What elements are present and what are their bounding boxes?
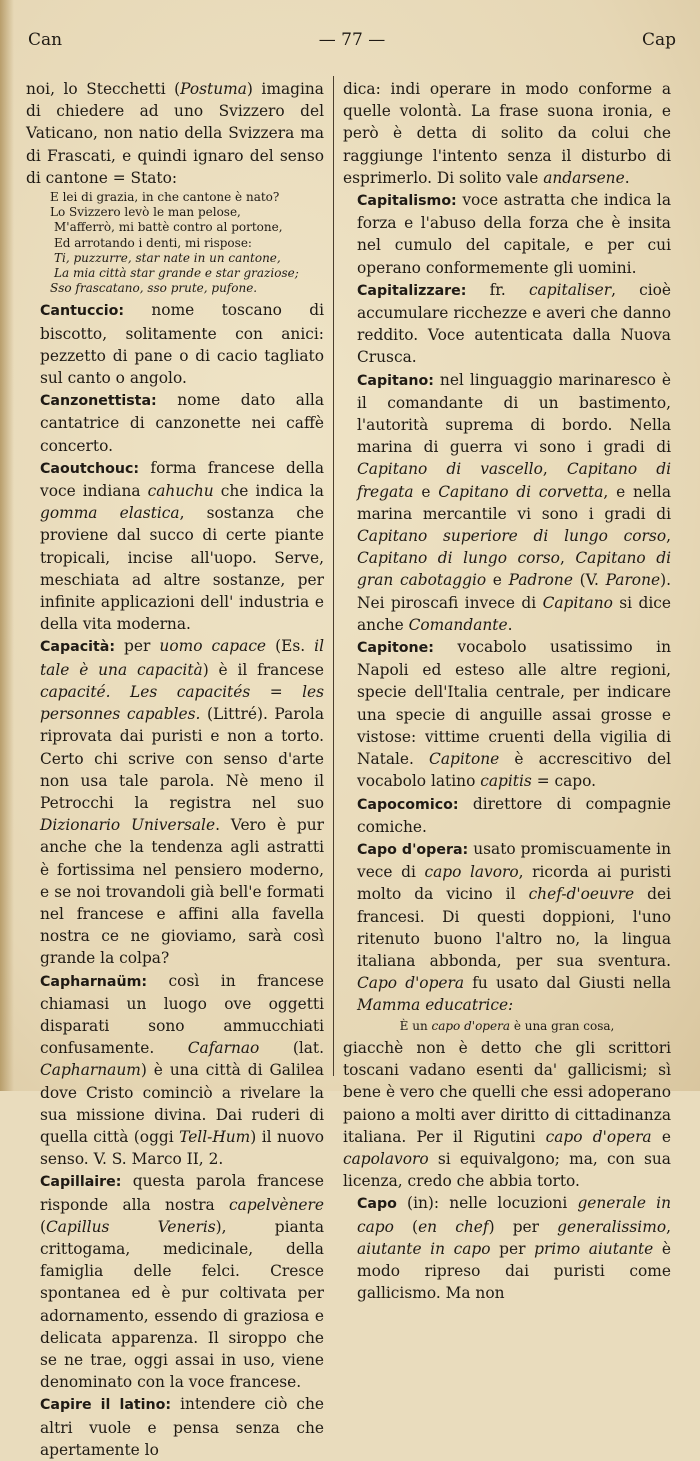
entry-term: Capillaire:: [40, 1174, 122, 1191]
entry-capo-d-opera: Capo d'opera: usato promiscuamente in vece di capo lavoro, ricorda ai puristi molto da vicino il chef-d'oeuvre dei francesi. Di questi doppioni, l'uno ritenuto buono l'altro no, la lingua italiana abbonda, per sua sventura. Capo d'opera fu usato dal Giusti nella Mamma educatrice:: [357, 839, 672, 1015]
poem-line: M'afferrò, mi battè contro al portone,: [54, 220, 283, 235]
entry-capire-il-latino: Capire il latino: intendere ciò che altri vuole e pensa senza che apertamente lo: [40, 1395, 324, 1459]
entry-capitalismo: Capitalismo: voce astratta che indica la forza e l'abuso della forza che è insita nel cumulo del capitale, e per cui operano conformemente gli uomini.: [357, 191, 671, 277]
quote-line: È un capo d'opera: [399, 1018, 510, 1033]
page-number: — 77 —: [318, 30, 386, 50]
continuation-paragraph: dica: indi operare in modo conforme a quelle volontà. La frase suona ironia, e però è detta di solito da colui che raggiunge l'intento senza il disturbo di esprimerlo. Di solito vale andarsene.: [343, 80, 671, 187]
page-edge-shadow: [0, 0, 14, 1091]
entry-capacita: Capacità: per uomo capace (Es. il tale è una capacità) è il francese capacité. Les capacités = les personnes capables. (Littré). Parola riprovata dai puristi e non a torto. Certo chi scrive con senso d'arte non usa tale parola. Nè meno il Petrocchi la registra nel suo Dizionario Universale. Vero è pur anche che la tendenza agli astratti è fortissima nel pensiero moderno, e se noi trovandoli già bell'e formati nel francese e affini alla favella nostra ce ne gioviamo, sarà così grande la colpa?: [40, 637, 325, 968]
entry-term: Capitalizzare:: [357, 282, 467, 299]
quote-line: è una gran cosa,: [513, 1018, 615, 1033]
entry-capitano: Capitano: nel linguaggio marinaresco è il comandante di un bastimento, l'autorità suprema di bordo. Nella marina di guerra vi sono i gradi di Capitano di vascello, Capitano di fregata e Capitano di corvetta, e nella marina mercantile vi sono i gradi di Capitano superiore di lungo corso, Capitano di lungo corso, Capitano di gran cabotaggio e Padrone (V. Parone). Nei piroscafi invece di Capitano si dice anche Comandante.: [357, 370, 672, 634]
entry-capocomico: Capocomico: direttore di compagnie comiche.: [357, 794, 671, 836]
capo-d-opera-continuation: giacchè non è detto che gli scrittori toscani vadano esenti da' gallicismi; sì bene è vero che quelli che essi adoperano paiono a molti aver diritto di cittadinanza italiana. Per il Rigutini capo d'opera e capolavoro si equivalgono; ma, con sua licenza, credo che abbia torto.: [343, 1039, 671, 1191]
right-column: [343, 78, 671, 1304]
entry-term: Capitano:: [357, 372, 434, 389]
entry-capharnaum: Capharnaüm: così in francese chiamasi un luogo ove oggetti disparati sono ammucchiati confusamente. Cafarnao (lat. Capharnaum) è una città di Galilea dove Cristo cominciò a rivelare la sua missione divina. Dai ruderi di quella città (oggi Tell-Hum) il nuovo senso. V. S. Marco II, 2.: [40, 971, 325, 1169]
poem-line: La mia città star grande e star graziose;: [54, 266, 299, 281]
entry-term: Capacità:: [40, 639, 116, 656]
entry-capillaire: Capillaire: questa parola francese risponde alla nostra capelvènere (Capillus Veneris), pianta crittogama, medicinale, della famiglia delle felci. Cresce spontanea ed è pur coltivata per adornamento, essendo di graziosa e delicata apparenza. Il siroppo che se ne trae, oggi assai in uso, viene denominato con la voce francese.: [40, 1172, 324, 1392]
entry-term: Cantuccio:: [40, 303, 125, 320]
entry-term: Capitone:: [357, 640, 434, 657]
intro-paragraph: noi, lo Stecchetti (Postuma) imagina di chiedere ad uno Svizzero del Vaticano, non natio della Svizzera ma di Frascati, e quindi ignaro del senso di cantone = Stato:: [26, 80, 324, 187]
poem-line: Lo Svizzero levò le man pelose,: [50, 205, 241, 220]
column-divider: [333, 76, 334, 1076]
entry-term: Caoutchouc:: [40, 460, 140, 477]
stecchetti-poem: [26, 190, 324, 296]
poem-line: Ti, puzzurre, star nate in un cantone,: [54, 250, 281, 265]
poem-line: Sso frascatano, sso prute, pufone.: [50, 281, 258, 296]
entry-canzonettista: Canzonettista: nome dato alla cantatrice di canzonette nei caffè concerto.: [40, 391, 324, 455]
header-right-guide-word: Cap: [641, 30, 676, 50]
entry-term: Capitalismo:: [357, 193, 457, 210]
poem-line: Ed arrotando i denti, mi rispose:: [54, 235, 252, 250]
entry-capitone: Capitone: vocabolo usatissimo in Napoli ed esteso alle altre regioni, specie dell'Italia centrale, per indicare una specie di anguille assai grosse e vistose: vittime cruenti della vigilia di Natale. Capitone è accrescitivo del vocabolo latino capitis = capo.: [357, 638, 671, 791]
entry-term: Capocomico:: [357, 796, 459, 813]
entry-term: Capire il latino:: [40, 1397, 172, 1414]
entry-caoutchouc: Caoutchouc: forma francese della voce indiana cahuchu che indica la gomma elastica, sostanza che proviene dal succo di certe piante tropicali, incise all'uopo. Serve, meschiata ad altre sostanze, per infinite applicazioni dell' industria e della vita moderna.: [40, 458, 324, 634]
entry-term: Canzonettista:: [40, 393, 157, 410]
entry-capo-in: Capo (in): nelle locuzioni generale in capo (en chef) per generalissimo, aiutante in capo per primo aiutante è modo ripreso dai puristi come gallicismo. Ma non: [357, 1194, 671, 1303]
running-header: [28, 30, 676, 52]
entry-term: Capharnaüm:: [40, 973, 148, 990]
header-left-guide-word: Can: [28, 30, 63, 50]
giusti-quote: [343, 1019, 671, 1035]
poem-line: E lei di grazia, in che cantone è nato?: [50, 190, 280, 205]
entry-cantuccio: Cantuccio: nome toscano di biscotto, solitamente con anici: pezzetto di pane o di cacio tagliato sul canto o angolo.: [40, 301, 324, 388]
entry-term: Capo: [357, 1196, 397, 1213]
entry-term: Capo d'opera:: [357, 841, 469, 858]
entry-capitalizzare: Capitalizzare: fr. capitaliser, cioè accumulare ricchezze e averi che danno reddito. Voce autenticata dalla Nuova Crusca.: [357, 280, 671, 367]
left-column: [26, 78, 324, 1461]
